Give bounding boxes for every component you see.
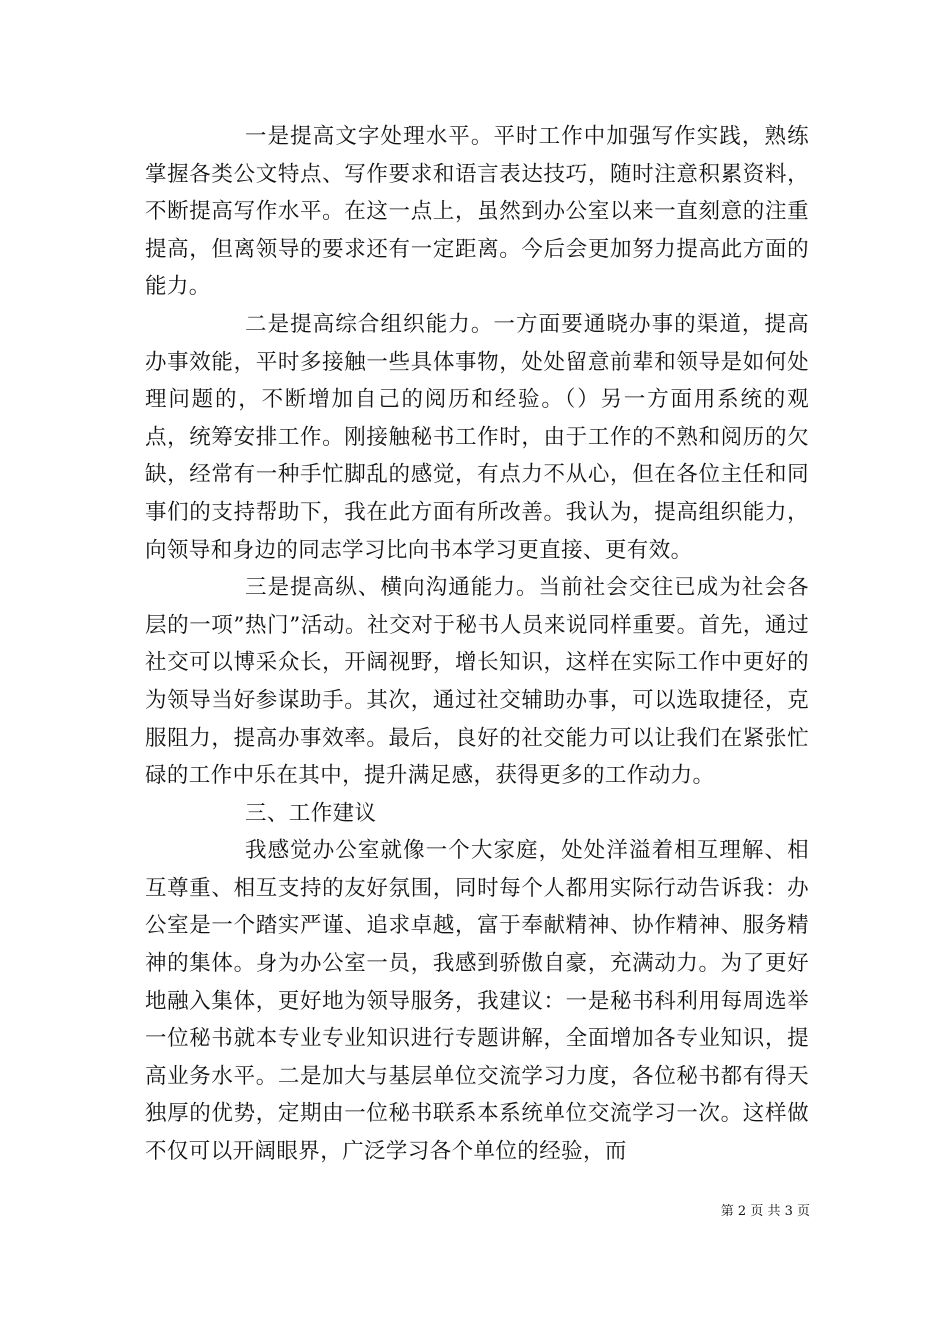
paragraph-suggestions: 我感觉办公室就像一个大家庭，处处洋溢着相互理解、相互尊重、相互支持的友好氛围，同时每个人都用实际行动告诉我：办公室是一个踏实严谨、追求卓越，富于奉献精神、协作精神、服务精神的集体。身为办公室一员，我感到骄傲自豪，充满动力。为了更好地融入集体，更好地为领导服务，我建议：一是秘书科利用每周选举一位秘书就本专业专业知识进行专题讲解，全面增加各专业知识，提高业务水平。二是加大与基层单位交流学习力度，各位秘书都有得天独厚的优势，定期由一位秘书联系本系统单位交流学习一次。这样做不仅可以开阔眼界，广泛学习各个单位的经验，而 xyxy=(145,838,809,1165)
page-number-text: 第 2 页 共 3 页 xyxy=(720,1204,810,1219)
page-number-footer xyxy=(690,1204,810,1220)
document-body xyxy=(145,118,809,1171)
paragraph-improve-communication: 三是提高纵、横向沟通能力。当前社会交往已成为社会各层的一项”热门”活动。社交对于秘书人员来说同样重要。首先，通过社交可以博采众长，开阔视野，增长知识，这样在实际工作中更好的为领导当好参谋助手。其次，通过社交辅助办事，可以选取捷径，克服阻力，提高办事效率。最后，良好的社交能力可以让我们在紧张忙碌的工作中乐在其中，提升满足感，获得更多的工作动力。 xyxy=(145,575,809,789)
paragraph-improve-writing: 一是提高文字处理水平。平时工作中加强写作实践，熟练掌握各类公文特点、写作要求和语言表达技巧，随时注意积累资料，不断提高写作水平。在这一点上，虽然到办公室以来一直刻意的注重提高，但离领导的要求还有一定距离。今后会更加努力提高此方面的能力。 xyxy=(145,124,809,300)
paragraph-improve-organization: 二是提高综合组织能力。一方面要通晓办事的渠道，提高办事效能，平时多接触一些具体事物，处处留意前辈和领导是如何处理问题的，不断增加自己的阅历和经验。（）另一方面用系统的观点，统筹安排工作。刚接触秘书工作时，由于工作的不熟和阅历的欠缺，经常有一种手忙脚乱的感觉，有点力不从心，但在各位主任和同事们的支持帮助下，我在此方面有所改善。我认为，提高组织能力，向领导和身边的同志学习比向书本学习更直接、更有效。 xyxy=(145,311,809,563)
section-heading-work-suggestions: 三、工作建议 xyxy=(245,800,377,826)
